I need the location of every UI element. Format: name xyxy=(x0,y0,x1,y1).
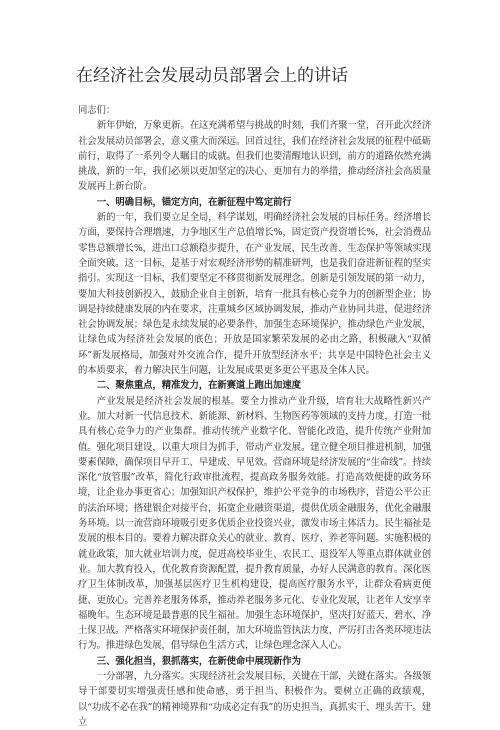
page-title: 在经济社会发展动员部署会上的讲话 xyxy=(76,66,348,86)
intro-paragraph: 新年伊始，万象更新。在这充满希望与挑战的时刻，我们齐聚一堂，召开此次经济社会发展动员部署会，意义重大而深远。回首过往，我们在经济社会发展的征程中砥砺前行，取得了一系列令人瞩目的成就。但我们也要清醒地认识到，前方的道路依然充满挑战，新的一年，我们必须以更加坚定的决心、更加有力的举措，推动经济社会高质量发展再上新台阶。 xyxy=(78,120,431,193)
section-heading-1: 一、明确目标，锚定方向，在新征程中笃定前行 xyxy=(96,196,292,208)
section-heading-3: 三、强化担当，狠抓落实，在新使命中展现新作为 xyxy=(96,655,301,667)
section-1-paragraph: 新的一年，我们要立足全局，科学谋划，明确经济社会发展的目标任务。经济增长方面，要保持合理增速，力争地区生产总值增长%，固定资产投资增长%，社会消费品零售总额增长%，进出口总额稳步提升，在产业发展、民生改善、生态保护等领域实现全面突破。这一目标，是基于对宏观经济形势的精准研判，也是我们奋进新征程的坚实指引。实现这一目标，我们要坚定不移贯彻新发展理念。创新是引领发展的第一动力，要加大科技创新投入，鼓励企业自主创新，培育一批具有核心竞争力的创新型企业；协调是持续健康发展的内在要求，注重城乡区域协调发展，推动产业协同共进，促进经济社会协调发展；绿色是永续发展的必要条件，加强生态环境保护，推动绿色产业发展，让绿色成为经济社会发展的底色；开放是国家繁荣发展的必由之路，积极融入“双循环”新发展格局，加强对外交流合作，提升开放型经济水平；共享是中国特色社会主义的本质要求，着力解决民生问题，让发展成果更多更公平惠及全体人民。 xyxy=(78,212,431,377)
section-heading-2: 二、聚焦重点，精准发力，在新赛道上跑出加速度 xyxy=(96,380,301,392)
document-body xyxy=(78,103,431,730)
section-3-paragraph: 一分部署，九分落实。实现经济社会发展目标，关键在干部，关键在落实。各级领导干部要切实增强责任感和使命感，勇于担当、积极作为。要树立正确的政绩观，以“功成不必在我”的精神境界和“功成必定有我”的历史担当，真抓实干、埋头苦干。建立 xyxy=(78,670,431,728)
salutation: 同志们： xyxy=(78,105,116,116)
section-2-paragraph: 产业发展是经济社会发展的根基。要全力推动产业升级，培育壮大战略性新兴产业。加大对新一代信息技术、新能源、新材料、生物医药等领域的支持力度，打造一批具有核心竞争力的产业集群。推动传统产业数字化、智能化改造，提升传统产业附加值。强化项目建设，以重大项目为抓手，带动产业发展。建立健全项目推进机制，加强要素保障，确保项目早开工、早建成、早见效。营商环境是经济发展的“生命线”。持续深化“放管服”改革，简化行政审批流程，提高政务服务效能。打造高效便捷的政务环境，让企业办事更省心；加强知识产权保护，维护公平竞争的市场秩序，营造公平公正的法治环境；搭建银企对接平台，拓宽企业融资渠道，提供优质金融服务，优化金融服务环境。以一流营商环境吸引更多优质企业投资兴业，激发市场主体活力。民生福祉是发展的根本目的。要着力解决群众关心的就业、教育、医疗、养老等问题。实施积极的就业政策，加大就业培训力度，促进高校毕业生、农民工、退役军人等重点群体就业创业。加大教育投入，优化教育资源配置，提升教育质量，办好人民满意的教育。深化医疗卫生体制改革，加强基层医疗卫生机构建设，提高医疗服务水平，让群众看病更便捷、更放心。完善养老服务体系，推动养老服务多元化、专业化发展，让老年人安享幸福晚年。生态环境是最普惠的民生福祉。加强生态环境保护，坚决打好蓝天、碧水、净土保卫战。严格落实环境保护责任制，加大环境监管执法力度，严厉打击各类环境违法行为。推进绿色发展，倡导绿色生活方式，让绿色理念深入人心。 xyxy=(78,395,431,652)
